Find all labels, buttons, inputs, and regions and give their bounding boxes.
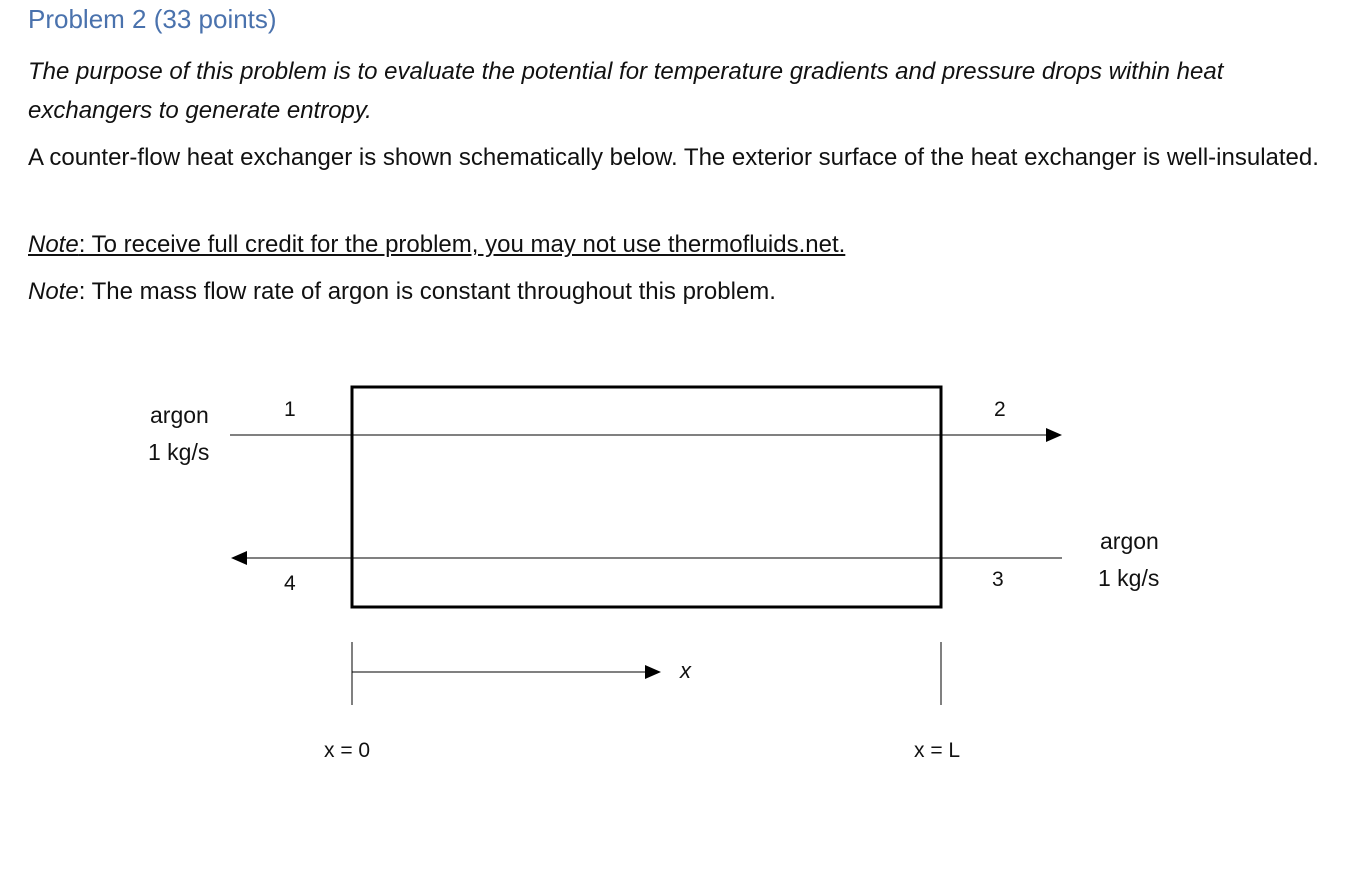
bottom-inlet-flow-label: 1 kg/s (1098, 565, 1160, 591)
problem-heading: Problem 2 (33 points) (28, 4, 277, 34)
note-label: Note (28, 278, 79, 305)
state-4-label: 4 (284, 572, 296, 595)
state-3-label: 3 (992, 568, 1004, 591)
heat-exchanger-box (352, 387, 941, 607)
axis-arrow-icon (645, 665, 661, 679)
top-inlet-flow-label: 1 kg/s (148, 439, 210, 465)
top-inlet-fluid-label: argon (150, 402, 209, 428)
note-label: Note (28, 231, 79, 258)
state-1-label: 1 (284, 398, 296, 421)
bottom-inlet-fluid-label: argon (1100, 528, 1159, 554)
note-mass-flow-text: : The mass flow rate of argon is constant throughout this problem. (78, 278, 776, 305)
axis-end-label: x = L (914, 739, 961, 762)
purpose-statement: The purpose of this problem is to evaluate the potential for temperature gradients and pressure drops within heat exchangers to generate entropy. (28, 58, 1224, 124)
axis-variable-label: x (680, 658, 691, 683)
state-2-label: 2 (994, 398, 1006, 421)
note-credit-text: : To receive full credit for the problem, you may not use thermofluids.net. (78, 231, 846, 258)
top-stream-arrow-icon (1046, 428, 1062, 442)
axis-start-label: x = 0 (324, 739, 371, 762)
intro-paragraph: A counter-flow heat exchanger is shown schematically below. The exterior surface of the heat exchanger is well-insulated. (28, 144, 1319, 171)
bottom-stream-arrow-icon (231, 551, 247, 565)
